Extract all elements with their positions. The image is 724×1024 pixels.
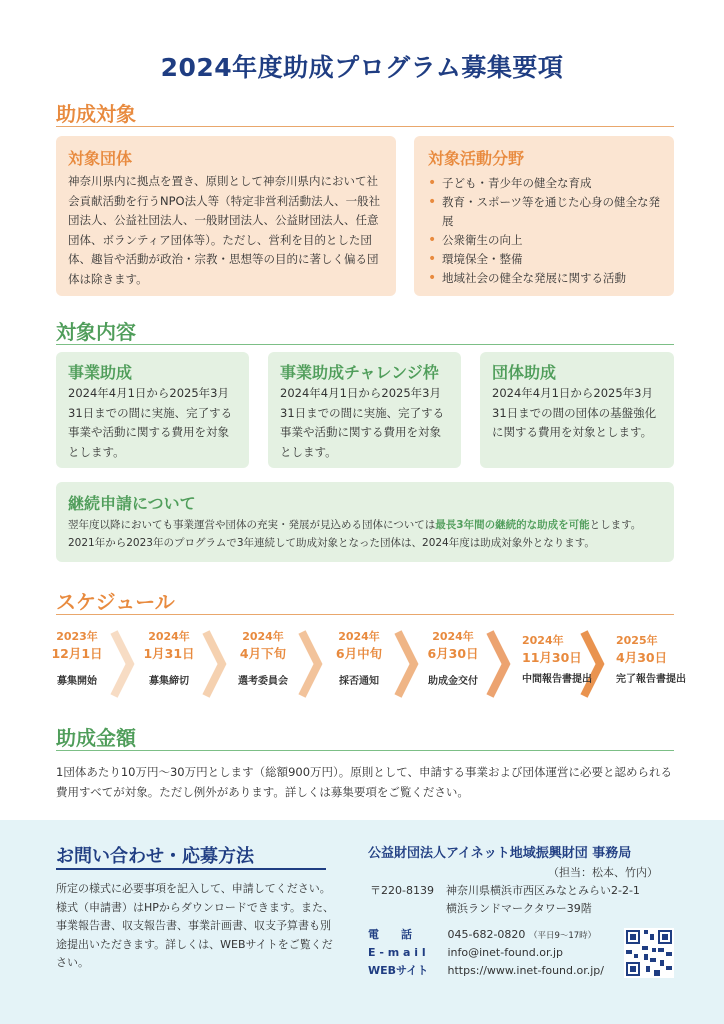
schedule-step: [508, 634, 592, 687]
phone-label: 電 話: [368, 928, 412, 941]
step-label: 助成金交付: [428, 676, 478, 687]
step-year: 2024年: [242, 630, 284, 643]
qr-code-icon[interactable]: [624, 928, 674, 978]
chevron-right-icon: [302, 632, 318, 696]
contact-person: （担当：松本、竹内）: [548, 866, 658, 879]
step-label: 採否通知: [339, 676, 379, 687]
divider: [56, 868, 326, 870]
continuation-title: 継続申請について: [68, 494, 196, 513]
section-heading-schedule: スケジュール: [56, 590, 175, 614]
divider: [56, 750, 674, 751]
divider: [56, 126, 674, 127]
target-fields-title: 対象活動分野: [428, 149, 525, 168]
step-label: 募集締切: [149, 676, 189, 687]
step-year: 2024年: [432, 630, 474, 643]
continuation-text: [68, 516, 664, 552]
phone-hours: （平日9〜17時）: [528, 931, 597, 941]
contact-section: [0, 820, 724, 1024]
schedule-step: [416, 630, 490, 689]
schedule-step: [40, 630, 114, 689]
contact-description: 所定の様式に必要事項を記入して、申請してください。様式（申請書）はHPからダウンロードできます。また、事業報告書、収支報告書、事業計画書、収支予算書も別途提出いただきます。詳しくは、WEBサイトをご覧ください。: [56, 882, 335, 969]
continuation-highlight: 最長3年間の継続的な助成を可能: [435, 519, 590, 531]
step-date: 11月30日: [522, 650, 582, 665]
step-year: 2024年: [338, 630, 380, 643]
continuation-text-part: とします。2021年から2023年のプログラムで3年連続して助成対象となった団体は、2024年度は助成対象外となります。: [68, 519, 642, 549]
step-date: 6月中旬: [335, 646, 383, 661]
phone-row: [368, 926, 596, 945]
list-item: • 子ども・青少年の健全な育成: [428, 174, 664, 193]
continuation-text-part: 翌年度以降においても事業運営や団体の充実・発展が見込める団体については: [68, 519, 436, 531]
target-organization-box: [56, 136, 396, 296]
step-date: 4月下旬: [239, 646, 287, 661]
contact-heading: お問い合わせ・応募方法: [56, 846, 254, 867]
schedule-step: [322, 630, 396, 689]
step-label: 募集開始: [57, 676, 97, 687]
schedule-step: [226, 630, 300, 689]
target-organization-text: 神奈川県内に拠点を置き、原則として神奈川県内において社会貢献活動を行うNPO法人等（特定非営利活動法人、一般社団法人、公益社団法人、一般財団法人、公益財団法人、任意団体、ボランティア団体等）。ただし、営利を目的とした団体、趣旨や活動が政治・宗教・思想等の目的に著しく偏る団体は除きます。: [68, 174, 381, 286]
card-text: 2024年4月1日から2025年3月31日までの間に実施、完了する事業や活動に関する費用を対象とします。: [68, 386, 233, 459]
target-organization-title: 対象団体: [68, 149, 133, 168]
website-link[interactable]: https://www.inet-found.or.jp/: [447, 964, 604, 977]
chevron-right-icon: [206, 632, 222, 696]
step-year: 2024年: [522, 634, 564, 647]
card-challenge-grant: [268, 352, 461, 468]
list-item: • 環境保全・整備: [428, 250, 664, 269]
card-text: 2024年4月1日から2025年3月31日までの間の団体の基盤強化に関する費用を対象とします。: [492, 386, 657, 439]
step-label: 選考委員会: [238, 676, 288, 687]
target-fields-list: [428, 174, 664, 288]
step-date: 1月31日: [143, 646, 195, 661]
web-label: WEBサイト: [368, 964, 429, 977]
list-item: • 教育・スポーツ等を通じた心身の健全な発展: [428, 193, 664, 231]
postal-code: 〒220-8139: [370, 884, 434, 897]
schedule-step: [132, 630, 206, 689]
email-link[interactable]: info@inet-found.or.jp: [447, 946, 564, 959]
divider: [56, 344, 674, 345]
divider: [56, 614, 674, 615]
chevron-right-icon: [114, 632, 130, 696]
step-date: 4月30日: [616, 650, 668, 665]
card-text: 2024年4月1日から2025年3月31日までの間に実施、完了する事業や活動に関する費用を対象とします。: [280, 386, 445, 459]
schedule-timeline: [48, 628, 688, 712]
card-project-grant: [56, 352, 249, 468]
section-heading-amount: 助成金額: [56, 726, 136, 750]
phone-number: 045-682-0820: [447, 928, 526, 941]
address-line-1: 神奈川県横浜市西区みなとみらい2-2-1: [446, 884, 640, 897]
step-year: 2025年: [616, 634, 658, 647]
continuation-box: [56, 482, 674, 562]
list-item: • 公衆衛生の向上: [428, 231, 664, 250]
section-heading-target: 助成対象: [56, 102, 136, 126]
card-title: 事業助成チャレンジ枠: [280, 363, 439, 382]
step-label: 中間報告書提出: [522, 674, 592, 685]
step-date: 6月30日: [427, 646, 479, 661]
target-fields-box: [414, 136, 674, 296]
email-row: [368, 944, 563, 962]
section-heading-content: 対象内容: [56, 320, 136, 344]
step-year: 2023年: [56, 630, 98, 643]
email-label: E - m a i l: [368, 946, 426, 959]
card-title: 事業助成: [68, 363, 133, 382]
chevron-right-icon: [398, 632, 414, 696]
card-organization-grant: [480, 352, 674, 468]
step-label: 完了報告書提出: [616, 674, 686, 685]
web-row: [368, 962, 604, 980]
amount-text: 1団体あたり10万円〜30万円とします（総額900万円）。原則として、申請する事業および団体運営に必要と認められる費用すべてが対象。ただし例外があります。詳しくは募集要項をご覧ください。: [56, 765, 673, 799]
step-date: 12月1日: [51, 646, 103, 661]
page-title: 2024年度助成プログラム募集要項: [160, 53, 564, 82]
step-year: 2024年: [148, 630, 190, 643]
organization-name: 公益財団法人アイネット地域振興財団 事務局: [368, 846, 632, 861]
address-line-2: 横浜ランドマークタワー39階: [446, 902, 592, 915]
card-title: 団体助成: [492, 363, 557, 382]
chevron-right-icon: [490, 632, 506, 696]
schedule-step: [604, 634, 686, 687]
list-item: • 地域社会の健全な発展に関する活動: [428, 269, 664, 288]
